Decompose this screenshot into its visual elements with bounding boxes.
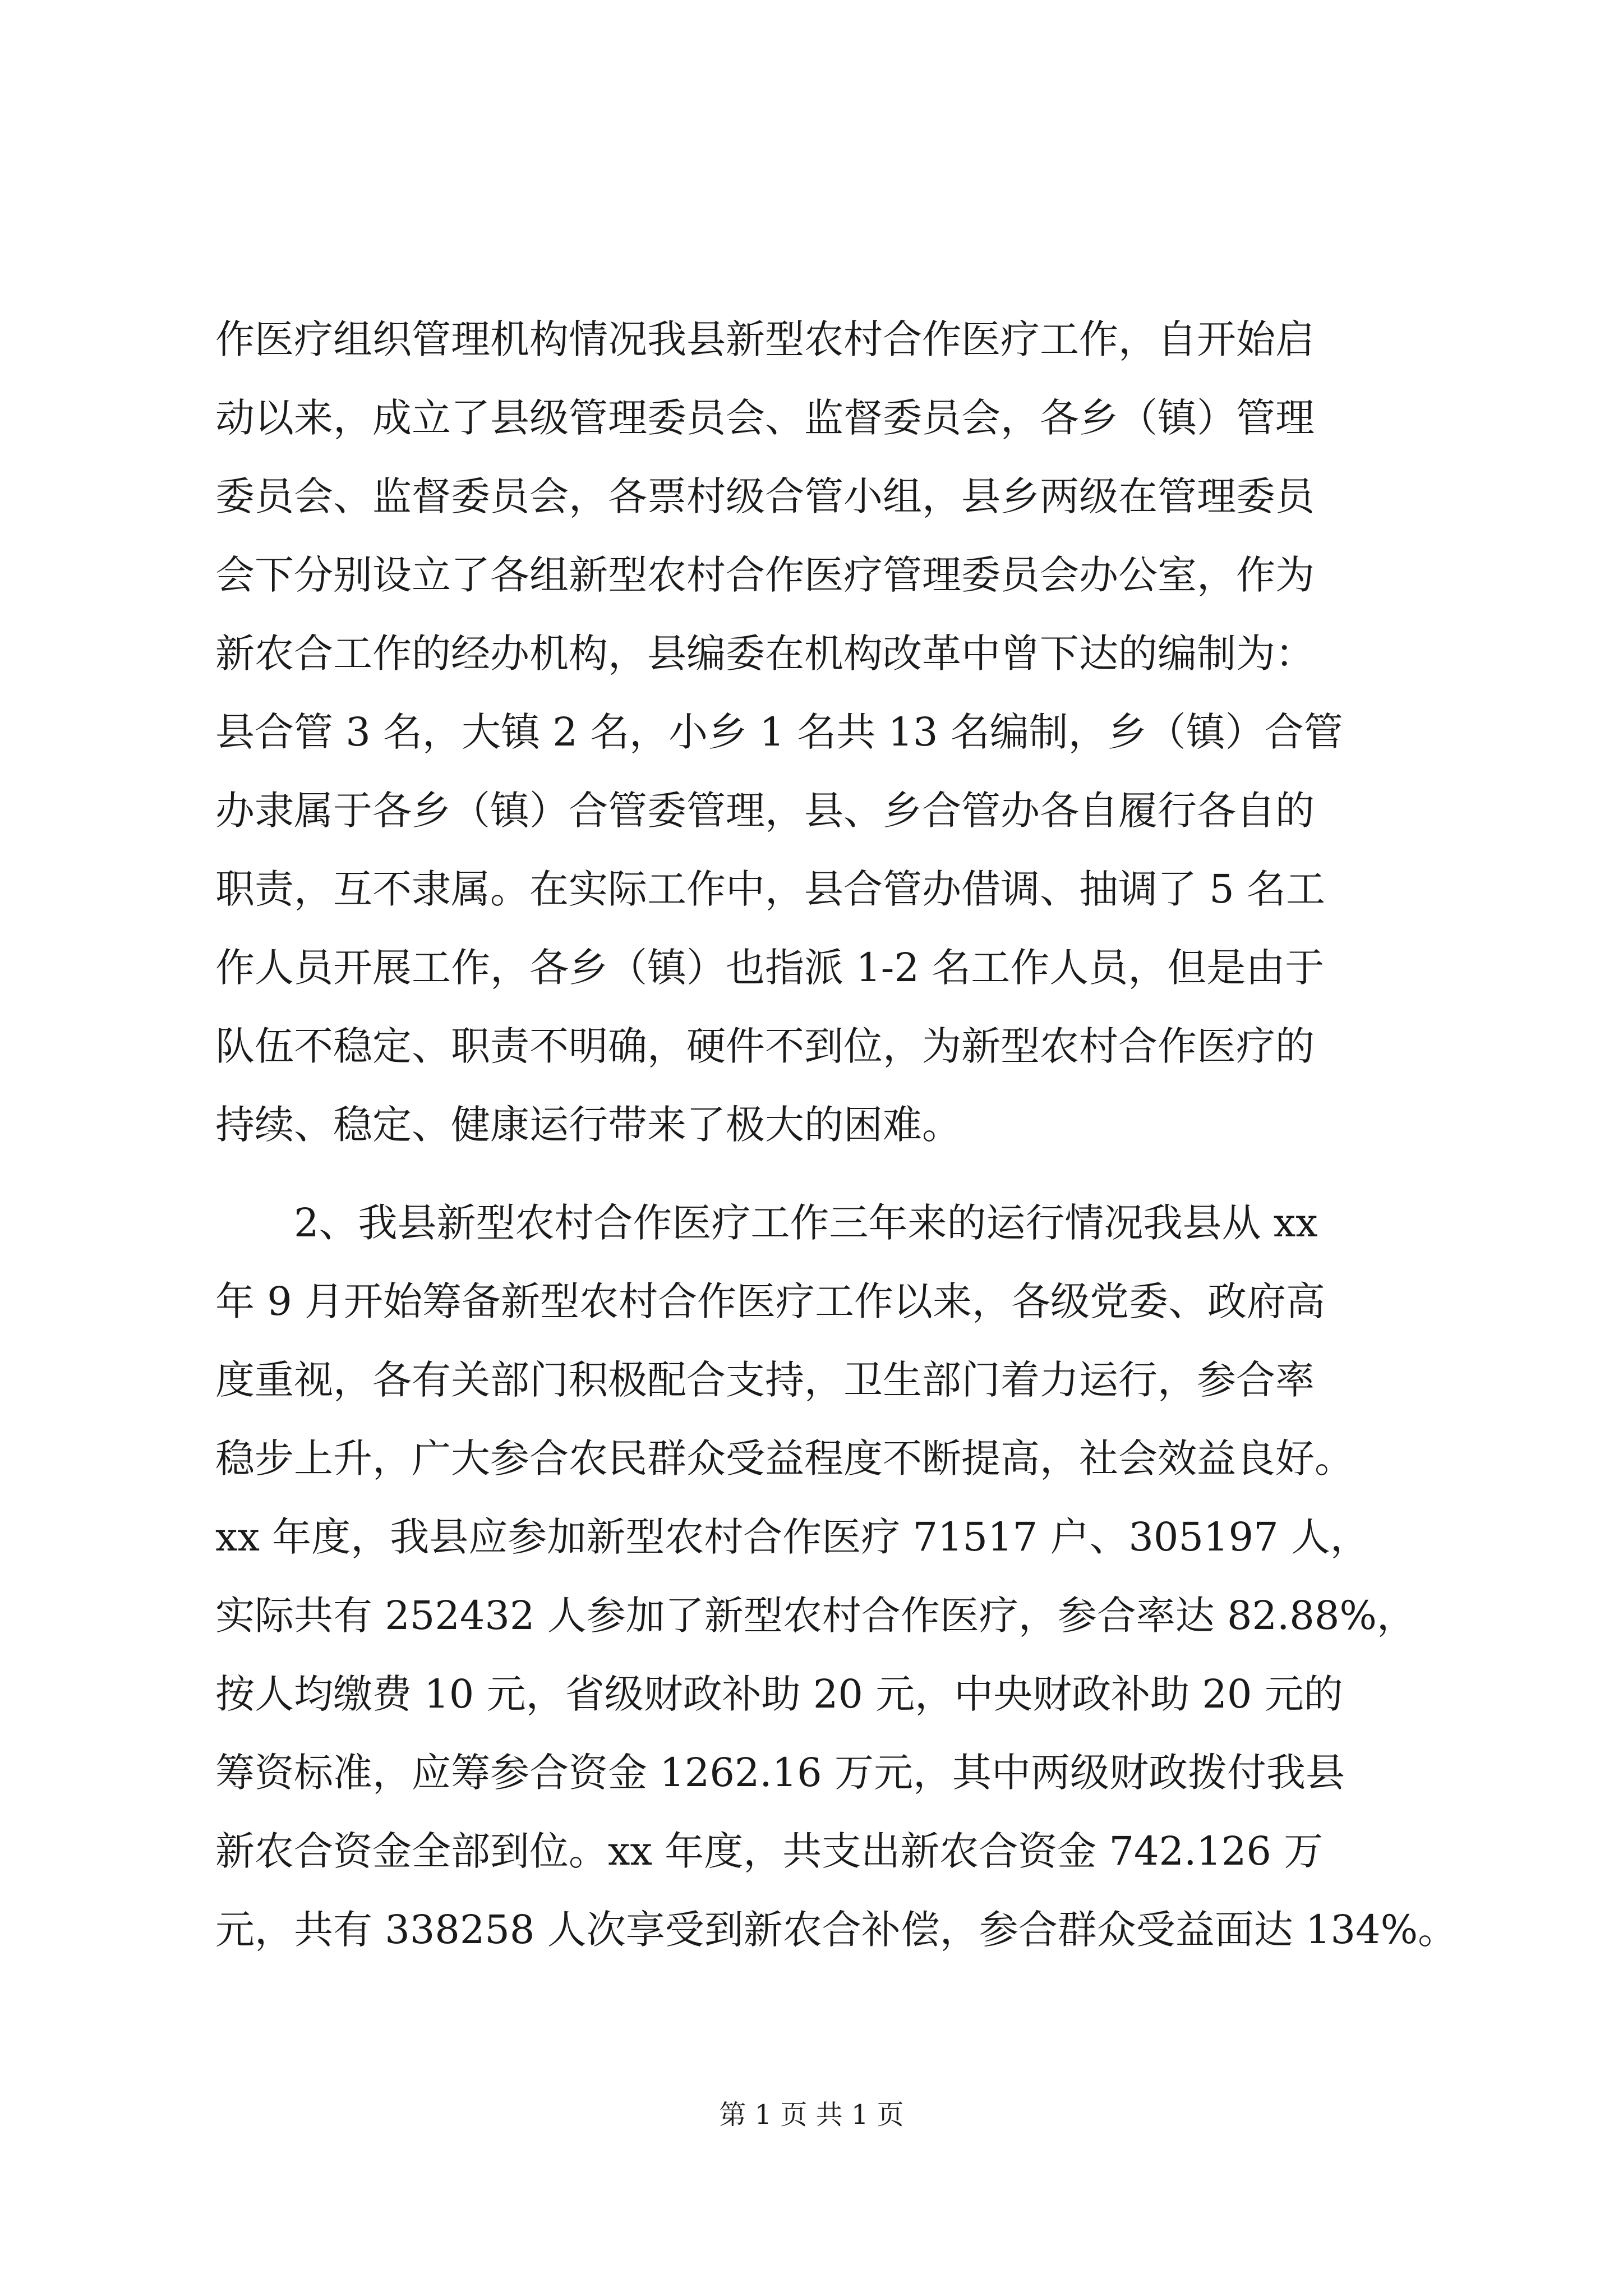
text-line: 元，共有 338258 人次享受到新农合补偿，参合群众受益面达 134%。 xyxy=(215,1907,1458,1953)
text-line: 县合管 3 名，大镇 2 名，小乡 1 名共 13 名编制，乡（镇）合管 xyxy=(215,709,1343,755)
text-line: 新农合工作的经办机构，县编委在机构改革中曾下达的编制为： xyxy=(215,631,1315,677)
text-line: 职责，互不隶属。在实际工作中，县合管办借调、抽调了 5 名工 xyxy=(215,866,1326,912)
text-line: 队伍不稳定、职责不明确，硬件不到位，为新型农村合作医疗的 xyxy=(215,1023,1315,1069)
text-line: 度重视，各有关部门积极配合支持，卫生部门着力运行，参合率 xyxy=(215,1357,1315,1403)
text-line: 实际共有 252432 人参加了新型农村合作医疗，参合率达 82.88%， xyxy=(215,1593,1416,1639)
text-line: 作医疗组织管理机构情况我县新型农村合作医疗工作，自开始启 xyxy=(215,316,1315,362)
text-line: 筹资标准，应筹参合资金 1262.16 万元，其中两级财政拨付我县 xyxy=(215,1750,1345,1796)
text-line: 作人员开展工作，各乡（镇）也指派 1-2 名工作人员，但是由于 xyxy=(215,945,1325,991)
text-line: 办隶属于各乡（镇）合管委管理，县、乡合管办各自履行各自的 xyxy=(215,788,1315,834)
text-line: 持续、稳定、健康运行带来了极大的困难。 xyxy=(215,1102,961,1148)
text-line: 会下分别设立了各组新型农村合作医疗管理委员会办公室，作为 xyxy=(215,552,1315,598)
text-line: 稳步上升，广大参合农民群众受益程度不断提高，社会效益良好。 xyxy=(215,1435,1354,1481)
text-line: xx 年度，我县应参加新型农村合作医疗 71517 户、305197 人， xyxy=(215,1514,1370,1560)
text-line: 按人均缴费 10 元，省级财政补助 20 元，中央财政补助 20 元的 xyxy=(215,1671,1343,1717)
text-line: 动以来，成立了县级管理委员会、监督委员会，各乡（镇）管理 xyxy=(215,395,1315,441)
page-footer: 第 1 页 共 1 页 xyxy=(719,2099,904,2131)
text-line: 新农合资金全部到位。xx 年度，共支出新农合资金 742.126 万 xyxy=(215,1828,1324,1874)
text-line: 年 9 月开始筹备新型农村合作医疗工作以来，各级党委、政府高 xyxy=(215,1278,1326,1324)
text-line: 委员会、监督委员会，各票村级合管小组，县乡两级在管理委员 xyxy=(215,473,1315,519)
paragraph-first-line: 2、我县新型农村合作医疗工作三年来的运行情况我县从 xx xyxy=(294,1200,1318,1246)
